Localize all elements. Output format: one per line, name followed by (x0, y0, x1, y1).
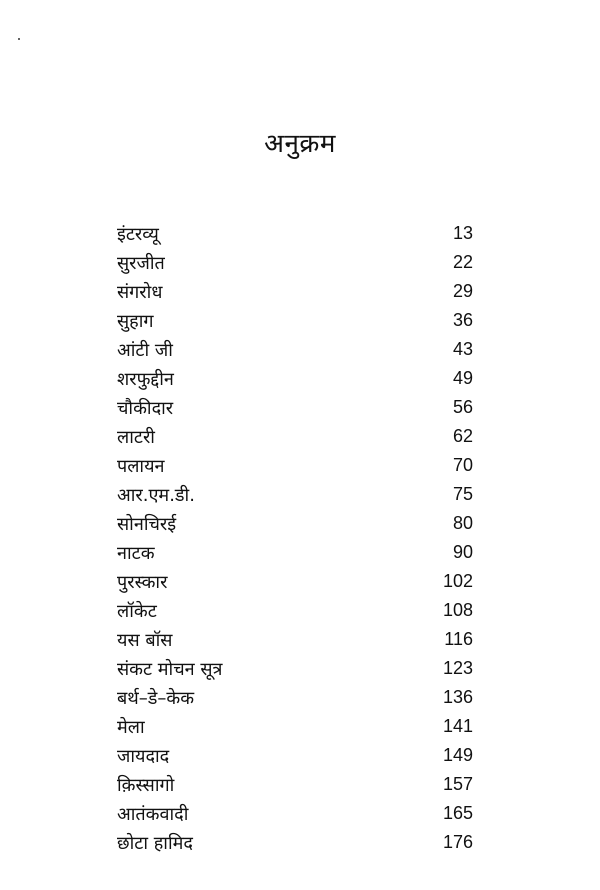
toc-entry-page-number: 165 (442, 803, 473, 823)
toc-entry-title: चौकीदार (117, 397, 174, 419)
toc-entry-title: सुरजीत (117, 252, 165, 274)
toc-entry (117, 683, 473, 712)
toc-entry-page-number: 70 (452, 455, 473, 475)
toc-entry-title: शरफुद्दीन (117, 368, 174, 390)
toc-entry-title: यस बॉस (117, 629, 173, 651)
toc-entry-title: छोटा हामिद (117, 832, 193, 854)
toc-entry (117, 219, 473, 248)
toc-entry-title: पलायन (117, 455, 165, 477)
toc-entry (117, 799, 473, 828)
toc-entry (117, 393, 473, 422)
toc-entry (117, 770, 473, 799)
toc-entry (117, 451, 473, 480)
toc-entry-title: बर्थ–डे–केक (117, 687, 195, 709)
page-speck (18, 38, 20, 40)
toc-entry-page-number: 123 (442, 658, 473, 678)
toc-entry-page-number: 102 (442, 571, 473, 591)
toc-entry-page-number: 56 (452, 397, 473, 417)
toc-entry (117, 567, 473, 596)
toc-entry-title: सोनचिरई (117, 513, 177, 535)
toc-entry-title: लॉकेट (117, 600, 157, 622)
toc-entry-title: सुहाग (117, 310, 154, 332)
toc-entry (117, 306, 473, 335)
toc-entry-page-number: 36 (452, 310, 473, 330)
toc-entry (117, 335, 473, 364)
toc-entry (117, 248, 473, 277)
toc-entry-title: मेला (117, 716, 145, 738)
toc-entry-title: नाटक (117, 542, 155, 564)
table-of-contents (117, 219, 473, 857)
toc-entry-page-number: 22 (452, 252, 473, 272)
toc-entry-page-number: 49 (452, 368, 473, 388)
toc-entry-title: आंटी जी (117, 339, 173, 361)
toc-entry-page-number: 43 (452, 339, 473, 359)
toc-entry-title: लाटरी (117, 426, 155, 448)
toc-entry-title: इंटरव्यू (117, 223, 159, 245)
toc-entry-page-number: 108 (442, 600, 473, 620)
toc-entry (117, 625, 473, 654)
toc-entry-title: पुरस्कार (117, 571, 168, 593)
toc-entry (117, 277, 473, 306)
toc-entry-page-number: 13 (452, 223, 473, 243)
toc-entry-page-number: 149 (442, 745, 473, 765)
toc-entry-title: संकट मोचन सूत्र (117, 658, 223, 680)
toc-entry (117, 538, 473, 567)
toc-entry (117, 654, 473, 683)
toc-entry-title: जायदाद (117, 745, 170, 767)
toc-entry-page-number: 90 (452, 542, 473, 562)
toc-entry-title: आतंकवादी (117, 803, 189, 825)
toc-entry-page-number: 176 (442, 832, 473, 852)
toc-entry-page-number: 80 (452, 513, 473, 533)
toc-entry (117, 712, 473, 741)
toc-entry-page-number: 157 (442, 774, 473, 794)
toc-entry (117, 364, 473, 393)
toc-entry (117, 480, 473, 509)
toc-entry-title: संगरोध (117, 281, 163, 303)
toc-entry (117, 509, 473, 538)
toc-entry-title: आर.एम.डी. (117, 484, 195, 506)
toc-entry-title: क़िस्सागो (117, 774, 175, 796)
toc-entry (117, 828, 473, 857)
toc-entry-page-number: 75 (452, 484, 473, 504)
toc-entry-page-number: 141 (442, 716, 473, 736)
toc-entry (117, 422, 473, 451)
toc-entry-page-number: 62 (452, 426, 473, 446)
toc-entry (117, 741, 473, 770)
toc-entry-page-number: 116 (444, 629, 473, 649)
toc-entry (117, 596, 473, 625)
toc-entry-page-number: 29 (452, 281, 473, 301)
toc-entry-page-number: 136 (442, 687, 473, 707)
page-title: अनुक्रम (264, 129, 336, 159)
